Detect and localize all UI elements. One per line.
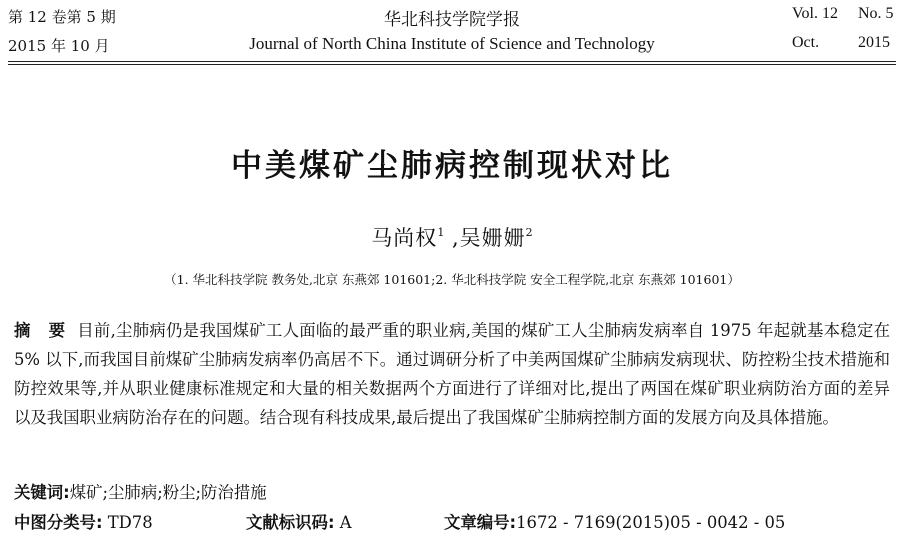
doc-code-label: 文献标识码: xyxy=(246,513,335,532)
volume-en: Vol. 12 xyxy=(792,5,838,22)
month-en: Oct. xyxy=(792,34,820,51)
abstract xyxy=(14,316,890,432)
author-1-affiliation-mark: 1 xyxy=(437,226,445,239)
header-rule-bottom xyxy=(8,64,896,65)
clc-code: TD78 xyxy=(107,513,153,532)
doc-code-group xyxy=(246,509,352,533)
keywords: 煤矿;尘肺病;粉尘;防治措施 xyxy=(69,483,267,502)
article-number-group xyxy=(444,509,785,533)
clc-group xyxy=(14,509,153,533)
clc-label: 中图分类号: xyxy=(14,513,103,532)
journal-name-en: Journal of North China Institute of Science and Technology xyxy=(249,34,655,53)
year-en: 2015 xyxy=(858,34,890,51)
article-number: 1672 - 7169(2015)05 - 0042 - 05 xyxy=(516,513,786,532)
author-2-affiliation-mark: 2 xyxy=(525,226,533,239)
volume-issue-cn: 第 12 卷第 5 期 xyxy=(8,8,116,26)
author-2: 吴姗姗 xyxy=(459,226,526,250)
header-rule-top xyxy=(8,61,896,62)
date-cn: 2015 年 10 月 xyxy=(8,37,110,55)
author-line xyxy=(0,222,904,252)
issue-en: No. 5 xyxy=(858,5,894,22)
article-number-label: 文章编号: xyxy=(444,513,517,532)
author-1: 马尚权 xyxy=(371,226,438,250)
abstract-label: 摘 要 xyxy=(14,321,72,340)
author-separator: , xyxy=(444,226,460,250)
abstract-text: 目前,尘肺病仍是我国煤矿工人面临的最严重的职业病,美国的煤矿工人尘肺病发病率自 1975 年起就基本稳定在 5% 以下,而我国目前煤矿尘肺病发病率仍高居不下。通过调研分析了中美两国煤矿尘肺病发病现状、防控粉尘技术措施和防控效果等,并从职业健康标准规定和大量的相关数据两个方面进行了详细对比,提出了两国在煤矿职业病防治方面的差异以及我国职业病防治存在的问题。结合现有科技成果,最后提出了我国煤矿尘肺病控制方面的发展方向及具体措施。 xyxy=(14,321,890,427)
affiliations: （1. 华北科技学院 教务处,北京 东燕郊 101601;2. 华北科技学院 安全工程学院,北京 东燕郊 101601） xyxy=(164,272,740,287)
keywords-label: 关键词: xyxy=(14,483,70,502)
article-title: 中美煤矿尘肺病控制现状对比 xyxy=(231,148,673,184)
journal-name-cn: 华北科技学院学报 xyxy=(384,10,520,30)
keywords-line xyxy=(14,479,267,503)
doc-code: A xyxy=(339,513,352,532)
